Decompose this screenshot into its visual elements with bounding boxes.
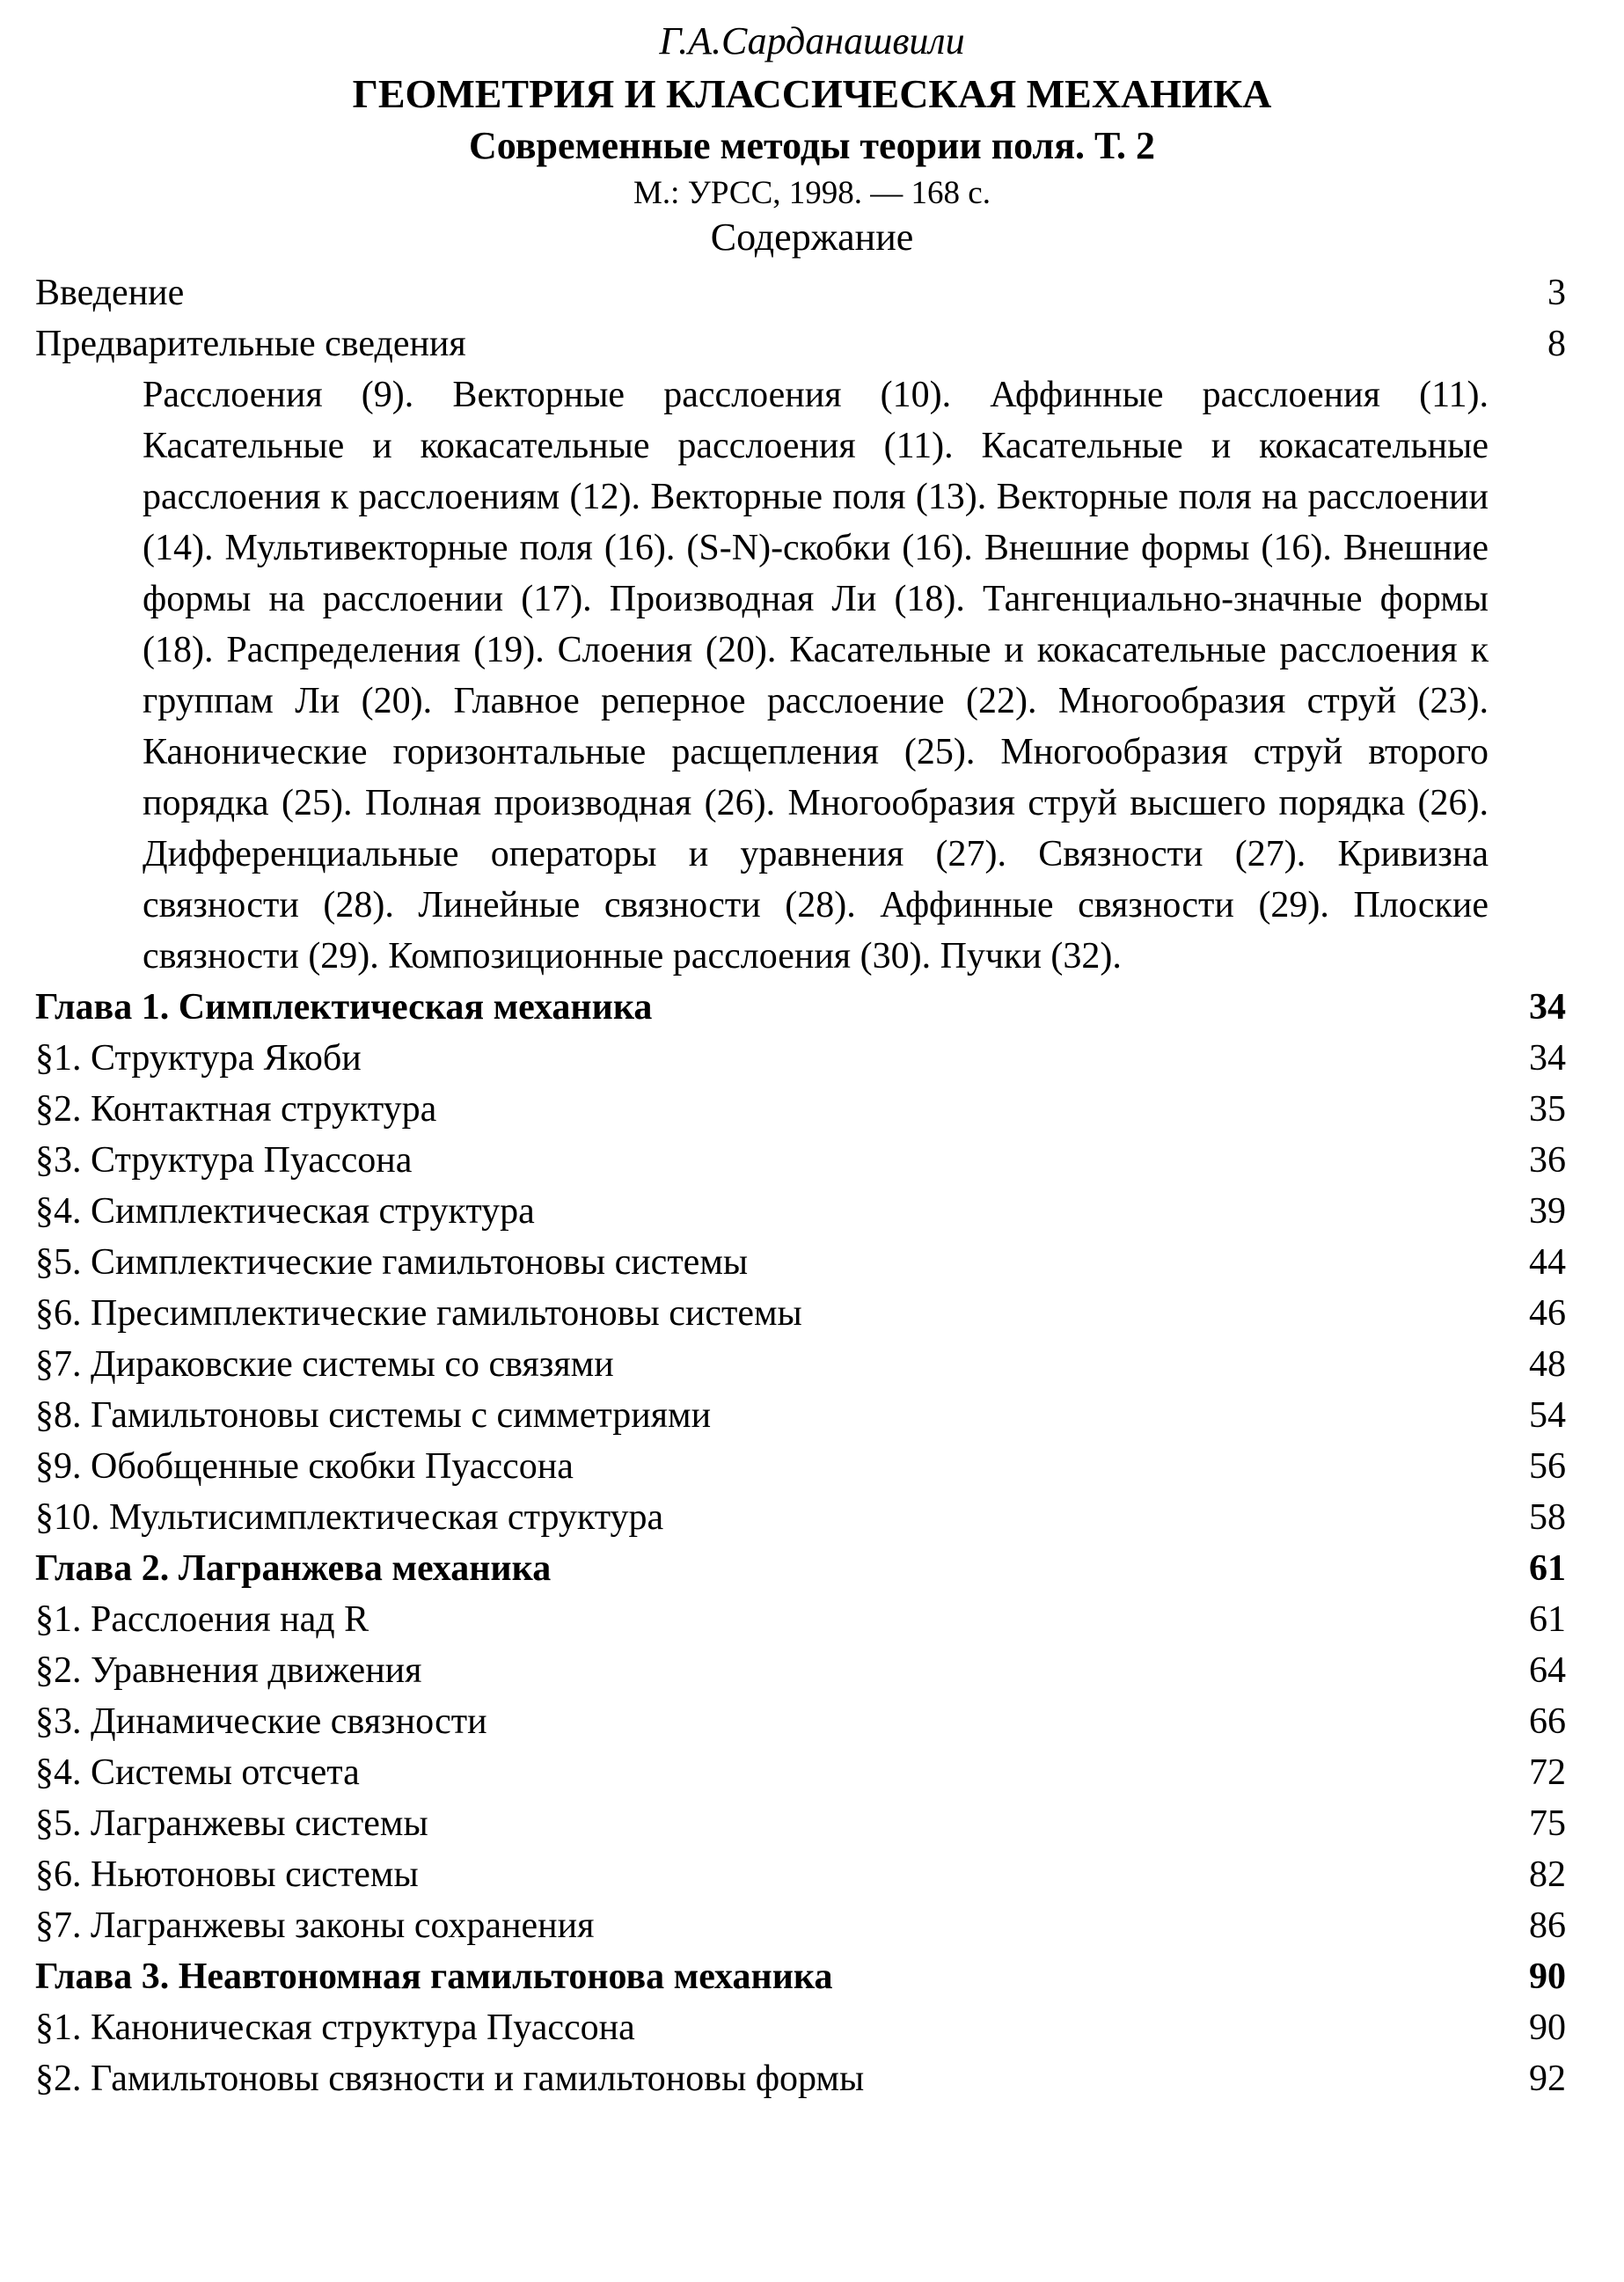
section-label: §10. Мультисимплектическая структура — [35, 1497, 664, 1538]
author: Г.А.Сарданашвили — [659, 19, 965, 62]
section-page: 35 — [1529, 1089, 1566, 1130]
toc-chapter-3 — [35, 1951, 1566, 2002]
toc-section — [35, 1237, 1566, 1288]
toc-section — [35, 2053, 1566, 2104]
toc-entry-label: Введение — [35, 273, 185, 313]
section-label: §5. Симплектические гамильтоновы системы — [35, 1242, 749, 1283]
chapter-label: Глава 2. Лагранжева механика — [35, 1548, 552, 1589]
toc-section — [35, 1441, 1566, 1492]
section-label: §3. Динамические связности — [35, 1701, 487, 1742]
toc-chapter-1 — [35, 982, 1566, 1033]
section-label: §1. Каноническая структура Пуассона — [35, 2008, 635, 2048]
section-label: §3. Структура Пуассона — [35, 1140, 413, 1181]
section-page: 66 — [1529, 1701, 1566, 1742]
table-of-contents — [35, 267, 1566, 2104]
toc-entry-page: 3 — [1547, 273, 1566, 313]
section-page: 36 — [1529, 1140, 1566, 1181]
toc-section — [35, 1645, 1566, 1696]
section-label: §2. Контактная структура — [35, 1089, 437, 1130]
chapter-page: 61 — [1529, 1548, 1566, 1589]
toc-section — [35, 1747, 1566, 1798]
section-page: 75 — [1529, 1803, 1566, 1844]
toc-chapter-2 — [35, 1543, 1566, 1594]
section-page: 86 — [1529, 1905, 1566, 1946]
toc-section — [35, 1798, 1566, 1849]
section-page: 72 — [1529, 1752, 1566, 1793]
toc-section — [35, 1492, 1566, 1543]
chapter-page: 34 — [1529, 987, 1566, 1028]
book-title: ГЕОМЕТРИЯ И КЛАССИЧЕСКАЯ МЕХАНИКА — [352, 71, 1272, 116]
section-label: §7. Лагранжевы законы сохранения — [35, 1905, 595, 1946]
toc-section — [35, 1084, 1566, 1135]
section-page: 61 — [1529, 1599, 1566, 1640]
toc-section — [35, 1390, 1566, 1441]
toc-heading: Содержание — [710, 216, 914, 259]
toc-section — [35, 1696, 1566, 1747]
toc-entry-preliminaries — [35, 318, 1566, 369]
section-label: §6. Ньютоновы системы — [35, 1854, 419, 1895]
chapter-label: Глава 1. Симплектическая механика — [35, 987, 653, 1028]
section-label: §2. Уравнения движения — [35, 1650, 422, 1691]
toc-entry-label: Предварительные сведения — [35, 324, 466, 364]
section-page: 58 — [1529, 1497, 1566, 1538]
section-page: 46 — [1529, 1293, 1566, 1334]
toc-section — [35, 1186, 1566, 1237]
toc-section — [35, 1594, 1566, 1645]
section-label: §7. Дираковские системы со связями — [35, 1344, 614, 1385]
section-page: 82 — [1529, 1854, 1566, 1895]
section-page: 64 — [1529, 1650, 1566, 1691]
section-page: 92 — [1529, 2059, 1566, 2099]
section-page: 34 — [1529, 1038, 1566, 1079]
toc-entry-introduction — [35, 267, 1566, 318]
section-page: 90 — [1529, 2008, 1566, 2048]
publisher-info: М.: УРСС, 1998. — 168 с. — [633, 175, 991, 211]
book-subtitle: Современные методы теории поля. Т. 2 — [469, 124, 1155, 167]
toc-section — [35, 1849, 1566, 1900]
toc-section — [35, 2002, 1566, 2053]
preliminaries-description: Расслоения (9). Векторные расслоения (10). Аффинные расслоения (11). Касательные и кокасательные расслоения (11). Касательные и кокасательные расслоения к расслоениям (12). Векторные поля (13). Векторные поля на расслоении (14). Мультивекторные поля (16). (S-N)-скобки (16). Внешние формы (16). Внешние формы на расслоении (17). Производная Ли (18). Тангенциально-значные формы (18). Распределения (19). Слоения (20). Касательные и кокасательные расслоения к группам Ли (20). Главное реперное расслоение (22). Многообразия струй (23). Канонические горизонтальные расщепления (25). Многообразия струй второго порядка (25). Полная производная (26). Многообразия струй высшего порядка (26). Дифференциальные операторы и уравнения (27). Связности (27). Кривизна связности (28). Линейные связности (28). Аффинные связности (29). Плоские связности (29). Композиционные расслоения (30). Пучки (32). — [143, 375, 1489, 976]
section-label: §5. Лагранжевы системы — [35, 1803, 428, 1844]
toc-section — [35, 1288, 1566, 1339]
section-label: §1. Расслоения над R — [35, 1599, 369, 1640]
section-page: 56 — [1529, 1446, 1566, 1487]
toc-section — [35, 1135, 1566, 1186]
section-page: 39 — [1529, 1191, 1566, 1232]
section-label: §6. Пресимплектические гамильтоновы системы — [35, 1293, 802, 1334]
section-label: §4. Симплектическая структура — [35, 1191, 535, 1232]
toc-entry-page: 8 — [1547, 324, 1566, 364]
section-page: 48 — [1529, 1344, 1566, 1385]
toc-section — [35, 1033, 1566, 1084]
section-page: 44 — [1529, 1242, 1566, 1283]
section-label: §8. Гамильтоновы системы с симметриями — [35, 1395, 712, 1436]
section-label: §2. Гамильтоновы связности и гамильтоновы формы — [35, 2059, 865, 2099]
section-label: §4. Системы отсчета — [35, 1752, 360, 1793]
chapter-label: Глава 3. Неавтономная гамильтонова механика — [35, 1957, 833, 1997]
section-page: 54 — [1529, 1395, 1566, 1436]
section-label: §9. Обобщенные скобки Пуассона — [35, 1446, 574, 1487]
toc-section — [35, 1339, 1566, 1390]
chapter-page: 90 — [1529, 1957, 1566, 1997]
toc-section — [35, 1900, 1566, 1951]
section-label: §1. Структура Якоби — [35, 1038, 362, 1079]
